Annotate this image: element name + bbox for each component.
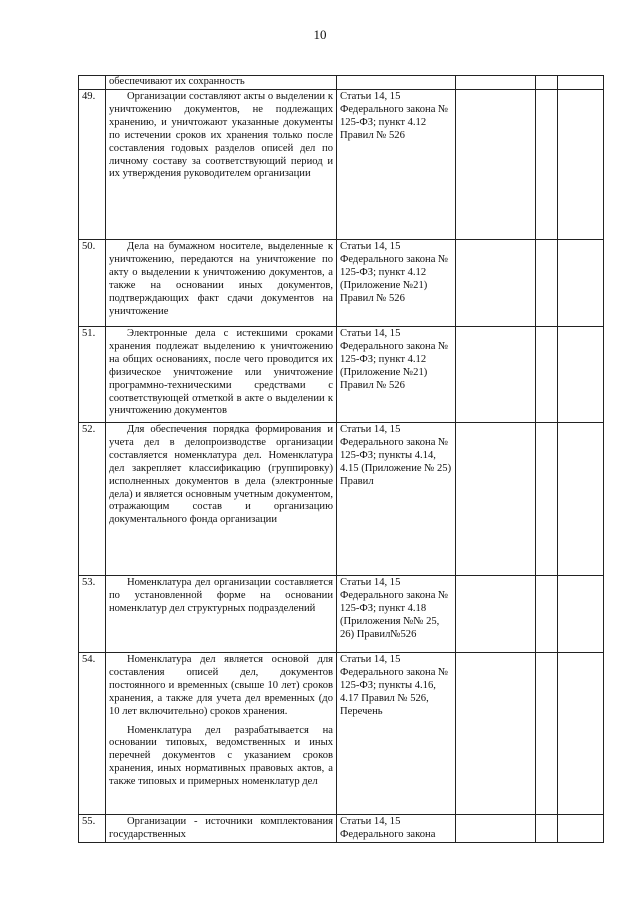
reference-text: Статьи 14, 15 Федерального закона № 125-ФЗ; пункт 4.12 (Приложение №21) Правил № 526	[340, 327, 449, 391]
cell-answer-no	[536, 422, 558, 575]
requirement-paragraph: Номенклатура дел является основой для составления описей дел, документов постоянного и временных (свыше 10 лет) сроков хранения, а также для учета дел временных (до 10 лет включительно) сроков хранения.	[109, 653, 333, 717]
cell-reference	[337, 422, 456, 575]
cell-note	[558, 89, 604, 239]
requirement-paragraph: Организации - источники комплектования государственных	[109, 815, 333, 840]
cell-number	[79, 76, 106, 90]
reference-text: Статьи 14, 15 Федерального закона № 125-ФЗ; пункты 4.14, 4.15 (Приложение № 25) Правил	[340, 423, 452, 487]
reference-text: Статьи 14, 15 Федерального закона № 125-ФЗ; пункт 4.12 Правил № 526	[340, 90, 449, 141]
table-row	[79, 814, 604, 842]
cell-number: 54.	[79, 652, 106, 814]
cell-number: 55.	[79, 814, 106, 842]
cell-answer-no	[536, 76, 558, 90]
cell-reference	[337, 239, 456, 326]
cell-note	[558, 76, 604, 90]
cell-note	[558, 326, 604, 422]
cell-answer-yes	[456, 76, 536, 90]
table-row	[79, 422, 604, 575]
cell-requirement	[106, 575, 337, 652]
cell-requirement	[106, 326, 337, 422]
cell-note	[558, 575, 604, 652]
table-row-continuation	[79, 76, 604, 90]
cell-answer-no	[536, 652, 558, 814]
table-row	[79, 326, 604, 422]
cell-answer-no	[536, 326, 558, 422]
cell-answer-yes	[456, 814, 536, 842]
cell-reference	[337, 814, 456, 842]
cell-answer-no	[536, 575, 558, 652]
cell-requirement	[106, 422, 337, 575]
cell-answer-yes	[456, 239, 536, 326]
requirement-paragraph: Дела на бумажном носителе, выделенные к уничтожению, передаются на уничтожение по акту о выделении к уничтожению документов, а также на основании иных документов, подтверждающих факт сдачи документов на уничтожение	[109, 240, 333, 317]
cell-reference	[337, 89, 456, 239]
cell-reference	[337, 326, 456, 422]
cell-note	[558, 814, 604, 842]
cell-requirement	[106, 89, 337, 239]
cell-number: 52.	[79, 422, 106, 575]
requirement-paragraph: Номенклатура дел организации составляется по установленной форме на основании номенклатур дел структурных подразделений	[109, 576, 333, 614]
cell-number: 51.	[79, 326, 106, 422]
table-row	[79, 89, 604, 239]
cell-answer-no	[536, 89, 558, 239]
cell-answer-yes	[456, 652, 536, 814]
table-row	[79, 652, 604, 814]
cell-reference	[337, 76, 456, 90]
cell-requirement	[106, 652, 337, 814]
cell-note	[558, 422, 604, 575]
checklist-table	[78, 75, 604, 843]
reference-text: Статьи 14, 15 Федерального закона	[340, 815, 436, 840]
cell-number: 53.	[79, 575, 106, 652]
cell-reference	[337, 652, 456, 814]
cell-note	[558, 652, 604, 814]
table-row	[79, 575, 604, 652]
cell-requirement	[106, 239, 337, 326]
cell-answer-yes	[456, 422, 536, 575]
cell-answer-no	[536, 814, 558, 842]
cell-number: 50.	[79, 239, 106, 326]
requirement-paragraph: Электронные дела с истекшими сроками хранения подлежат выделению к уничтожению на общих основаниях, после чего проводится их физическое уничтожение или уничтожение программно-техническими средствами с соответствующей отметкой в акте о выделении к уничтожению документов	[109, 327, 333, 417]
cell-number: 49.	[79, 89, 106, 239]
reference-text: Статьи 14, 15 Федерального закона № 125-ФЗ; пункты 4.16, 4.17 Правил № 526, Перечень	[340, 653, 449, 717]
reference-text: Статьи 14, 15 Федерального закона № 125-ФЗ; пункт 4.18 (Приложения №№ 25, 26) Правил№526	[340, 576, 449, 640]
requirement-paragraph: Организации составляют акты о выделении к уничтожению документов, не подлежащих хранению, и уничтожают указанные документы по истечении сроков их хранения только после составления годовых разделов описей дел по личному составу за соответствующий период и их утверждения руководителем организации	[109, 90, 333, 180]
cell-reference	[337, 575, 456, 652]
cell-requirement: обеспечивают их сохранность	[106, 76, 337, 90]
cell-requirement	[106, 814, 337, 842]
requirement-paragraph: Номенклатура дел разрабатывается на основании типовых, ведомственных и иных перечней документов с указанием сроков хранения, иных нормативных правовых актов, а также типовых и примерных номенклатур дел	[109, 724, 333, 788]
page-number: 10	[313, 27, 327, 42]
cell-answer-yes	[456, 326, 536, 422]
table-row	[79, 239, 604, 326]
cell-answer-yes	[456, 89, 536, 239]
cell-answer-no	[536, 239, 558, 326]
reference-text: Статьи 14, 15 Федерального закона № 125-ФЗ; пункт 4.12 (Приложение №21) Правил № 526	[340, 240, 449, 304]
cell-note	[558, 239, 604, 326]
requirement-paragraph: Для обеспечения порядка формирования и учета дел в делопроизводстве организации составляется номенклатура дел. Номенклатура дел закрепляет классификацию (группировку) исполненных документов в дела (электронные дела) и является основным учетным документом, отражающим состав и организацию документального фонда организации	[109, 423, 333, 526]
cell-answer-yes	[456, 575, 536, 652]
